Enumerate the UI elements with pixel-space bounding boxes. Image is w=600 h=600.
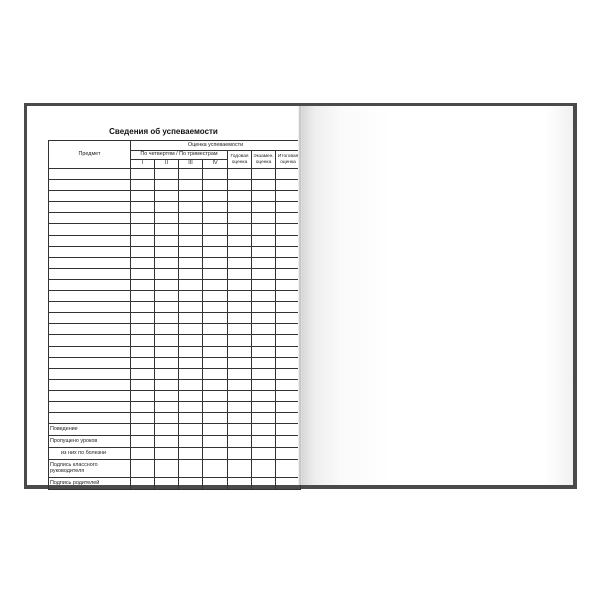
grade-cell[interactable] [179,224,203,235]
subject-cell[interactable] [49,357,131,368]
grade-cell[interactable] [228,202,252,213]
grade-cell[interactable] [155,246,179,257]
grade-cell[interactable] [179,313,203,324]
missed-illness-row [49,448,301,460]
grade-cell[interactable] [131,191,155,202]
grade-cell[interactable] [155,324,179,335]
grade-cell[interactable] [155,424,179,436]
grade-cell[interactable] [276,202,301,213]
grade-cell[interactable] [179,413,203,424]
grade-cell[interactable] [276,448,301,460]
grade-cell[interactable] [203,390,228,401]
grade-cell[interactable] [155,436,179,448]
grade-cell[interactable] [179,335,203,346]
grade-cell[interactable] [131,368,155,379]
grade-cell[interactable] [276,424,301,436]
grade-cell[interactable] [276,191,301,202]
grade-cell[interactable] [155,279,179,290]
grade-cell[interactable] [155,313,179,324]
grade-cell[interactable] [228,324,252,335]
grade-cell[interactable] [276,379,301,390]
subject-cell[interactable] [49,335,131,346]
grade-cell[interactable] [155,390,179,401]
table-row [49,202,301,213]
grade-cell[interactable] [179,448,203,460]
grade-cell[interactable] [203,401,228,412]
grade-cell[interactable] [155,368,179,379]
grade-cell[interactable] [252,368,276,379]
grade-cell[interactable] [252,202,276,213]
grade-cell[interactable] [155,448,179,460]
subject-cell[interactable] [49,224,131,235]
grade-cell[interactable] [131,246,155,257]
table-row [49,346,301,357]
grade-cell[interactable] [203,202,228,213]
grade-cell[interactable] [155,235,179,246]
grade-cell[interactable] [228,291,252,302]
grade-cell[interactable] [228,191,252,202]
table-row [49,235,301,246]
grade-cell[interactable] [252,436,276,448]
table-row [49,224,301,235]
subject-cell[interactable] [49,302,131,313]
grade-cell[interactable] [228,213,252,224]
subject-cell[interactable] [49,246,131,257]
quarter-2-header: II [155,160,179,169]
grade-cell[interactable] [131,302,155,313]
subject-cell[interactable] [49,346,131,357]
grade-cell[interactable] [155,413,179,424]
grade-cell[interactable] [131,235,155,246]
grade-cell[interactable] [131,424,155,436]
grade-cell[interactable] [276,478,301,490]
grade-cell[interactable] [131,335,155,346]
quarter-1-header: I [131,160,155,169]
grade-cell[interactable] [179,246,203,257]
grade-cell[interactable] [203,246,228,257]
table-row [49,169,301,180]
grade-cell[interactable] [179,424,203,436]
footer-label: Пропущено уроков [49,436,131,448]
footer-label: Поведение [49,424,131,436]
grade-cell[interactable] [276,224,301,235]
grades-header: Оценка успеваемости [131,141,301,151]
grade-cell[interactable] [252,180,276,191]
grade-cell[interactable] [252,390,276,401]
grade-cell[interactable] [131,436,155,448]
grade-cell[interactable] [276,291,301,302]
grade-cell[interactable] [203,257,228,268]
grade-cell[interactable] [179,257,203,268]
grade-cell[interactable] [203,436,228,448]
subject-cell[interactable] [49,313,131,324]
subject-cell[interactable] [49,390,131,401]
grade-cell[interactable] [276,279,301,290]
grade-cell[interactable] [252,224,276,235]
grade-cell[interactable] [252,191,276,202]
notebook-spine [298,106,302,485]
teacher-signature-row [49,460,301,478]
final-grade-header: Итоговая оценка [276,151,301,169]
grade-cell[interactable] [131,346,155,357]
footer-label: Подпись классного руководителя [49,460,131,478]
table-row [49,357,301,368]
subject-cell[interactable] [49,268,131,279]
grade-cell[interactable] [228,357,252,368]
subject-cell[interactable] [49,202,131,213]
grade-cell[interactable] [131,279,155,290]
table-row [49,268,301,279]
grade-cell[interactable] [155,180,179,191]
grade-cell[interactable] [276,368,301,379]
table-row [49,313,301,324]
grade-cell[interactable] [155,169,179,180]
grade-cell[interactable] [203,169,228,180]
grade-cell[interactable] [155,460,179,478]
grade-cell[interactable] [155,202,179,213]
subject-cell[interactable] [49,180,131,191]
table-row [49,246,301,257]
grade-cell[interactable] [276,324,301,335]
grade-cell[interactable] [228,436,252,448]
grade-cell[interactable] [228,401,252,412]
grade-cell[interactable] [203,448,228,460]
grade-cell[interactable] [203,478,228,490]
grade-cell[interactable] [276,460,301,478]
grade-cell[interactable] [276,401,301,412]
table-row [49,413,301,424]
grade-cell[interactable] [155,335,179,346]
grade-cell[interactable] [155,302,179,313]
grade-cell[interactable] [228,448,252,460]
grade-cell[interactable] [228,313,252,324]
grade-cell[interactable] [179,235,203,246]
grade-cell[interactable] [252,279,276,290]
grade-cell[interactable] [203,460,228,478]
subject-cell[interactable] [49,191,131,202]
grade-cell[interactable] [179,357,203,368]
table-row [49,191,301,202]
grade-cell[interactable] [252,379,276,390]
grade-cell[interactable] [252,246,276,257]
table-row [49,368,301,379]
grade-cell[interactable] [252,448,276,460]
grade-cell[interactable] [179,169,203,180]
grade-cell[interactable] [179,346,203,357]
grade-cell[interactable] [179,202,203,213]
periods-header: По четвертям / По триместрам [131,151,228,160]
grade-cell[interactable] [131,401,155,412]
quarter-4-header: IV [203,160,228,169]
grade-cell[interactable] [228,460,252,478]
grade-cell[interactable] [155,224,179,235]
grade-cell[interactable] [276,302,301,313]
grade-cell[interactable] [179,478,203,490]
grade-cell[interactable] [179,460,203,478]
grade-cell[interactable] [276,257,301,268]
grade-cell[interactable] [276,169,301,180]
missed-lessons-row [49,436,301,448]
grade-cell[interactable] [131,357,155,368]
grade-cell[interactable] [203,413,228,424]
right-page [300,106,573,485]
grade-cell[interactable] [203,268,228,279]
behavior-row [49,424,301,436]
table-row [49,302,301,313]
grade-cell[interactable] [131,379,155,390]
grade-cell[interactable] [252,460,276,478]
grade-cell[interactable] [179,191,203,202]
table-row [49,213,301,224]
grade-cell[interactable] [131,460,155,478]
grade-cell[interactable] [252,257,276,268]
subject-cell[interactable] [49,213,131,224]
left-page [27,106,300,485]
grade-cell[interactable] [228,424,252,436]
grade-cell[interactable] [155,346,179,357]
annual-grade-header: Годовая оценка [228,151,252,169]
grade-cell[interactable] [155,191,179,202]
grade-cell[interactable] [228,224,252,235]
grade-cell[interactable] [179,180,203,191]
grade-cell[interactable] [203,180,228,191]
grade-cell[interactable] [203,379,228,390]
subject-cell[interactable] [49,324,131,335]
grade-cell[interactable] [179,291,203,302]
grade-cell[interactable] [228,413,252,424]
grade-cell[interactable] [252,346,276,357]
grade-cell[interactable] [155,357,179,368]
subject-cell[interactable] [49,279,131,290]
subject-cell[interactable] [49,379,131,390]
table-row [49,324,301,335]
subject-cell[interactable] [49,235,131,246]
grade-cell[interactable] [131,291,155,302]
grade-cell[interactable] [252,324,276,335]
grade-cell[interactable] [179,436,203,448]
grade-cell[interactable] [252,335,276,346]
grade-cell[interactable] [155,268,179,279]
grade-cell[interactable] [276,436,301,448]
grade-cell[interactable] [131,413,155,424]
grade-cell[interactable] [203,191,228,202]
parents-signature-row [49,478,301,490]
grade-cell[interactable] [228,279,252,290]
grade-cell[interactable] [203,313,228,324]
grade-cell[interactable] [179,268,203,279]
grade-cell[interactable] [203,324,228,335]
grade-cell[interactable] [203,213,228,224]
grade-cell[interactable] [155,257,179,268]
grade-cell[interactable] [252,413,276,424]
subject-cell[interactable] [49,169,131,180]
grade-cell[interactable] [131,224,155,235]
grade-cell[interactable] [252,478,276,490]
grade-cell[interactable] [276,313,301,324]
subject-cell[interactable] [49,257,131,268]
grade-cell[interactable] [252,424,276,436]
subject-header: Предмет [49,141,131,169]
grade-cell[interactable] [131,313,155,324]
grade-cell[interactable] [131,448,155,460]
grade-cell[interactable] [228,379,252,390]
grade-cell[interactable] [179,213,203,224]
grade-cell[interactable] [252,302,276,313]
quarter-3-header: III [179,160,203,169]
grade-cell[interactable] [276,390,301,401]
subject-cell[interactable] [49,291,131,302]
grade-cell[interactable] [179,302,203,313]
grade-cell[interactable] [155,291,179,302]
grade-cell[interactable] [203,235,228,246]
grade-cell[interactable] [203,357,228,368]
grade-cell[interactable] [203,335,228,346]
grade-cell[interactable] [203,291,228,302]
grade-cell[interactable] [155,213,179,224]
grade-cell[interactable] [228,246,252,257]
grade-cell[interactable] [179,390,203,401]
grade-cell[interactable] [203,279,228,290]
grades-table [48,140,301,490]
table-row [49,279,301,290]
grade-cell[interactable] [228,235,252,246]
table-row [49,291,301,302]
exam-grade-header: Экзамен. оценка [252,151,276,169]
grade-cell[interactable] [252,235,276,246]
grade-cell[interactable] [276,246,301,257]
grade-cell[interactable] [179,324,203,335]
grade-cell[interactable] [228,257,252,268]
subject-cell[interactable] [49,368,131,379]
grade-cell[interactable] [131,180,155,191]
table-row [49,180,301,191]
page-title: Сведения об успеваемости [109,127,218,136]
grade-cell[interactable] [203,224,228,235]
table-row [49,379,301,390]
grade-cell[interactable] [131,213,155,224]
grade-cell[interactable] [276,180,301,191]
grade-cell[interactable] [228,335,252,346]
table-row [49,390,301,401]
grade-cell[interactable] [276,335,301,346]
grade-cell[interactable] [203,368,228,379]
grade-cell[interactable] [252,169,276,180]
grade-cell[interactable] [252,401,276,412]
grade-cell[interactable] [203,346,228,357]
table-row [49,257,301,268]
grade-cell[interactable] [252,268,276,279]
grade-cell[interactable] [131,390,155,401]
grade-cell[interactable] [276,235,301,246]
open-notebook [24,103,577,489]
grade-cell[interactable] [155,401,179,412]
grade-cell[interactable] [228,390,252,401]
grade-cell[interactable] [276,268,301,279]
grade-cell[interactable] [228,368,252,379]
grade-cell[interactable] [228,169,252,180]
grade-cell[interactable] [179,279,203,290]
grade-cell[interactable] [131,268,155,279]
grade-cell[interactable] [155,478,179,490]
grade-cell[interactable] [252,357,276,368]
grade-cell[interactable] [203,424,228,436]
grade-cell[interactable] [131,169,155,180]
subject-cell[interactable] [49,401,131,412]
grade-cell[interactable] [228,268,252,279]
grade-cell[interactable] [228,302,252,313]
grade-cell[interactable] [276,413,301,424]
grade-cell[interactable] [179,368,203,379]
table-row [49,401,301,412]
subject-cell[interactable] [49,413,131,424]
grade-cell[interactable] [252,213,276,224]
grade-cell[interactable] [131,257,155,268]
grade-cell[interactable] [155,379,179,390]
grade-cell[interactable] [179,379,203,390]
grade-cell[interactable] [131,324,155,335]
grade-cell[interactable] [228,478,252,490]
grade-cell[interactable] [276,357,301,368]
grade-cell[interactable] [203,302,228,313]
grade-cell[interactable] [228,180,252,191]
table-row [49,335,301,346]
grade-cell[interactable] [252,291,276,302]
grade-cell[interactable] [179,401,203,412]
grade-cell[interactable] [131,202,155,213]
grade-cell[interactable] [131,478,155,490]
grade-cell[interactable] [276,213,301,224]
grade-cell[interactable] [228,346,252,357]
grade-cell[interactable] [276,346,301,357]
grade-cell[interactable] [252,313,276,324]
footer-label: Подпись родителей [49,478,131,490]
footer-label: из них по болезни [49,448,131,460]
